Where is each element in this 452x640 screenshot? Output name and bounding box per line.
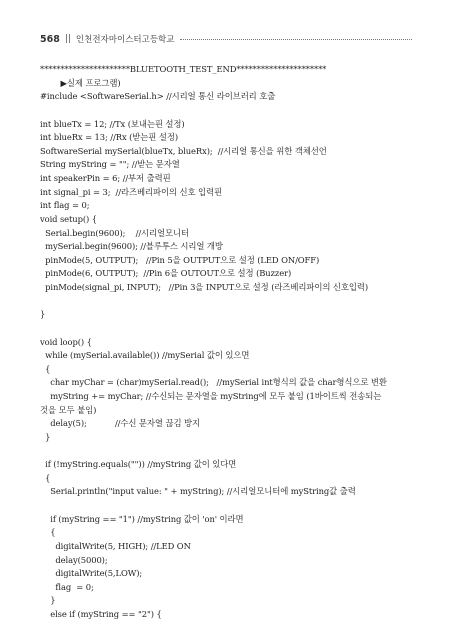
code-line: digitalWrite(5, HIGH); //LED ON xyxy=(40,540,191,551)
header-separator: || xyxy=(64,34,71,44)
code-line: else if (myString == "2") { xyxy=(40,609,162,619)
code-line: myString += myChar; //수신되는 문자열을 myString에 모두 붙임 (1바이트씩 전송되는 xyxy=(40,391,382,401)
code-line: while (mySerial.available()) //mySerial 값이 있으면 xyxy=(40,350,250,361)
code-line: { xyxy=(40,472,51,483)
code-line: digitalWrite(5,LOW); xyxy=(40,568,143,579)
code-line: **********************BLUETOOTH_TEST_END********************** xyxy=(40,64,327,74)
code-line: if (myString == "1") //myString 값이 'on' 이라면 xyxy=(40,513,244,524)
code-line: int signal_pi = 3; //라즈베리파이의 신호 입력핀 xyxy=(40,186,222,197)
code-line: ▶실제 프로그램) xyxy=(40,77,121,88)
code-line: SoftwareSerial mySerial(blueTx, blueRx); //시리얼 통신을 위한 객체선언 xyxy=(40,145,327,156)
code-line: void setup() { xyxy=(40,213,97,224)
code-line: int speakerPin = 6; //부저 출력핀 xyxy=(40,173,171,183)
code-line: 것을 모두 붙임) xyxy=(40,404,97,415)
code-line: mySerial.begin(9600); //블루투스 시리얼 개방 xyxy=(40,241,223,252)
header-dotted-rule xyxy=(180,39,412,40)
code-line: char myChar = (char)mySerial.read(); //mySerial int형식의 값을 char형식으로 변환 xyxy=(40,377,387,388)
code-line: int blueRx = 13; //Rx (받는핀 설정) xyxy=(40,132,178,143)
code-line: delay(5); //수신 문자열 끊김 방지 xyxy=(40,418,200,429)
code-line: { xyxy=(40,363,51,374)
code-line: } xyxy=(40,309,46,320)
code-line xyxy=(40,499,420,513)
code-line: } xyxy=(40,595,56,606)
code-line: } xyxy=(40,431,51,442)
header-title: 인천전자마이스터고등학교 xyxy=(75,35,175,45)
code-line xyxy=(40,295,420,309)
page-header xyxy=(40,31,412,47)
code-line: pinMode(signal_pi, INPUT); //Pin 3을 INPUT으로 설정 (라즈베리파이의 신호입력) xyxy=(40,282,368,292)
page-number: 568 xyxy=(40,33,60,45)
code-line: Serial.begin(9600); //시리얼모니터 xyxy=(40,227,189,238)
code-line: int blueTx = 12; //Tx (보내는핀 설정) xyxy=(40,118,185,129)
code-line: String myString = ""; //받는 문자열 xyxy=(40,159,180,170)
code-line: Serial.println("input value: " + myString); //시리얼모니터에 myString값 출력 xyxy=(40,486,356,497)
code-line: pinMode(5, OUTPUT); //Pin 5을 OUTPUT으로 설정 (LED ON/OFF) xyxy=(40,254,320,265)
code-line: int flag = 0; xyxy=(40,200,90,211)
code-line: void loop() { xyxy=(40,336,92,347)
code-line: { xyxy=(40,527,56,538)
code-line xyxy=(40,322,420,336)
code-line: pinMode(6, OUTPUT); //Pin 6을 OUTOUT으로 설정 (Buzzer) xyxy=(40,268,292,279)
code-line: flag = 0; xyxy=(40,581,94,592)
code-listing xyxy=(40,63,420,622)
code-line: if (!myString.equals("")) //myString 값이 있다면 xyxy=(40,459,237,470)
code-line xyxy=(40,104,420,118)
code-line: delay(5000); xyxy=(40,554,108,565)
code-line: #include <SoftwareSerial.h> //시리얼 통신 라이브러리 호출 xyxy=(40,91,276,102)
code-line xyxy=(40,445,420,459)
